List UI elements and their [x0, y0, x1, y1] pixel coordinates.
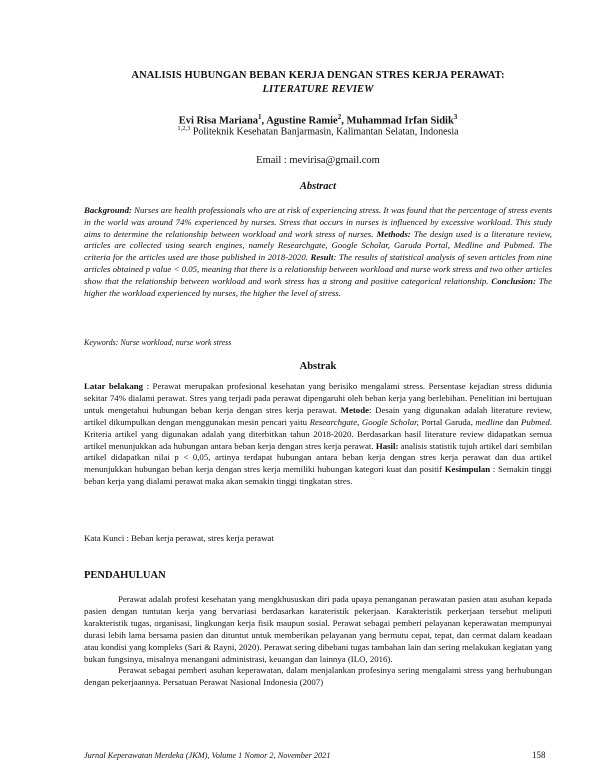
- metode-text: Portal Garuda,: [418, 416, 476, 427]
- metode-text: . Kriteria artikel yang digunakan adalah yang diterbitkan tahun 2018-2020. Berdasarkan hasil literature review didapatkan semua artikel menunjukkan ada hubungan antara beban kerja dengan stres kerja perawat.: [84, 416, 552, 451]
- section-heading-introduction: PENDAHULUAN: [84, 570, 166, 581]
- journal-footer: Jurnal Keperawatan Merdeka (JKM), Volume 1 Nomor 2, November 2021: [84, 751, 331, 760]
- background-text: Nurses are health professionals who are at risk of experiencing stress. It was found that the percentage of stress events in the world was around 74% experienced by nurses. Stress that occurs in nurses is influenced by excessive workload. This study aims to determine the relationship between workload and work stress of nurses.: [84, 205, 552, 239]
- author-name: Muhammad Irfan Sidik: [346, 115, 454, 127]
- affiliation-text: Politeknik Kesehatan Banjarmasin, Kalimantan Selatan, Indonesia: [190, 126, 459, 138]
- paragraph: Perawat sebagai pemberi asuhan keperawatan, dalam menjalankan profesinya sering mengalami stress yang berhubungan dengan pekerjaannya. Persatuan Perawat Nasional Indonesia (2007): [84, 665, 552, 688]
- methods-label: Methods:: [376, 228, 411, 239]
- metode-text: dan: [503, 416, 521, 427]
- paragraph: Perawat adalah profesi kesehatan yang mengkhususkan diri pada upaya penanganan perawatan pasien atau asuhan kepada pasien dengan tuntutan kerja yang bervariasi berdasarkan karateristik pekerjaan. Karakteristik perkerjaan tersebut meliputi karakteristik tugas, organisasi, lingkungan kerja fisik maupun sosial. Perawat sebagai pemberi pelayanan keperawatan mempunyai durasi lebih lama bersama pasien dan dituntut untuk memberikan pelayanan yang bermutu cepat, tepat, dan cermat dalam keadaan atau kondisi yang kompleks (Sari & Rayni, 2020). Perawat sering dibebani tugas tambahan lain dan sering melakukan kegiatan yang bukan fungsinya, misalnya menangani administrasi, keuangan dan lainnya (ILO, 2016).: [84, 594, 552, 664]
- introduction-body: [84, 594, 552, 689]
- author-name: Evi Risa Mariana: [178, 115, 259, 127]
- author-affil-mark: 2: [337, 113, 342, 121]
- hasil-label: Hasil:: [375, 440, 399, 451]
- affiliation-marks: 1,2,3: [177, 125, 191, 132]
- metode-label: Metode: [340, 404, 370, 415]
- conclusion-text: The higher the workload experienced by nurses, the higher the level of stress.: [84, 275, 552, 298]
- abstract-id-heading: Abstrak: [299, 361, 337, 372]
- metode-italic: medline: [475, 416, 504, 427]
- result-label: Result: [310, 252, 334, 263]
- title-subtitle: LITERATURE REVIEW: [262, 84, 374, 95]
- result-text: : The results of statistical analysis of seven articles from nine articles obtained p value < 0.05, meaning that there is a relationship between workload and nurse work stress and two other articles show that the relationship between workload and work stress has a strong and positive categorical relationship.: [84, 252, 552, 286]
- author-separator: ,: [341, 115, 347, 127]
- page-number: 158: [532, 750, 546, 760]
- abstract-en-heading: Abstract: [299, 181, 337, 192]
- metode-italic: Google Scholar,: [361, 416, 419, 427]
- metode-text: ,: [357, 416, 362, 427]
- title-main: ANALISIS HUBUNGAN BEBAN KERJA DENGAN STRES KERJA PERAWAT:: [131, 70, 505, 81]
- abstract-en-body: [84, 205, 552, 299]
- kesimpulan-text: : Semakin tinggi beban kerja yang dialami perawat maka akan semakin tinggi tingkatan stres.: [84, 464, 552, 487]
- author-separator: ,: [261, 115, 267, 127]
- affiliation: [84, 125, 552, 137]
- latar-text: : Perawat merupakan profesional kesehatan yang berisiko mengalami stress. Persentase kejadian stress didunia sekitar 74% dialami perawat. Stres yang terjadi pada perawat dipengaruhi oleh beban kerja yang berlebihan. Penelitian ini bertujuan untuk mengetahui hubungan beban kerja dengan stres kerja perawat.: [84, 381, 552, 415]
- paper-title: [84, 69, 552, 97]
- metode-italic: Pubmed: [520, 416, 550, 427]
- latar-label: Latar belakang: [84, 381, 144, 391]
- contact-email: Email : mevirisa@gmail.com: [256, 155, 380, 166]
- kesimpulan-label: Kesimpulan: [444, 464, 491, 475]
- author-name: Agustine Ramie: [266, 115, 338, 127]
- conclusion-label: Conclusion:: [491, 275, 536, 286]
- metode-text: : Desain yang digunakan adalah literature review, artikel dikumpulkan dengan menggunakan mesin pencari yaitu: [84, 404, 553, 427]
- hasil-text: analisis statistik tujuh artikel dari sembilan artikel didapatkan nilai p < 0,05, artinya terdapat hubungan antara beban kerja dengan stres kerja perawat dan dua artikel menunjukkan hubungan beban kerja dengan stres kerja memiliki hubungan kategori kuat dan positif: [84, 440, 552, 475]
- abstract-id-body: [84, 381, 552, 488]
- author-affil-mark: 3: [453, 113, 458, 121]
- methods-text: The design used is a literature review, articles are collected using search engines, namely Researchgate, Google Scholar, Garuda Portal, Medline and Pubmed. The criteria for the articles used are those published in 2018-2020.: [84, 228, 552, 263]
- author-affil-mark: 1: [258, 113, 262, 121]
- keywords-en: Keywords: Nurse workload, nurse work stress: [84, 338, 232, 347]
- background-label: Background:: [84, 205, 132, 215]
- keywords-id: Kata Kunci : Beban kerja perawat, stres kerja perawat: [84, 533, 274, 543]
- metode-italic: Researchgate: [309, 416, 358, 427]
